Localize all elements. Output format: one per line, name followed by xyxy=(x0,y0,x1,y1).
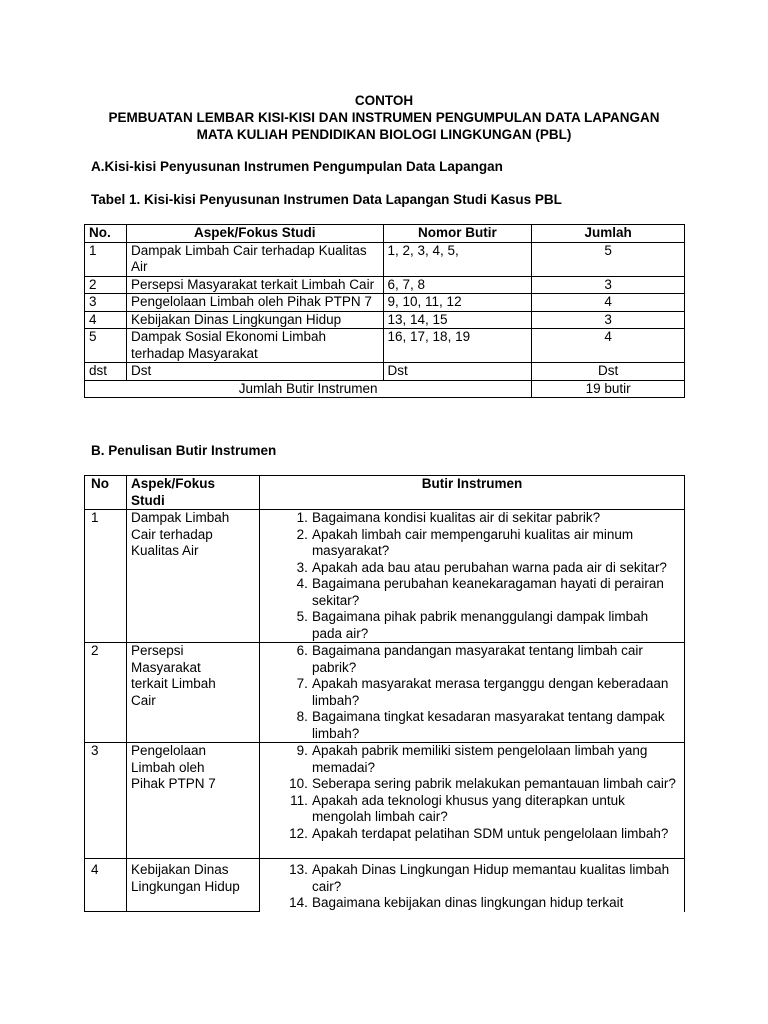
cell-jumlah: 3 xyxy=(532,311,685,329)
item-number: 5. xyxy=(296,609,308,624)
table-row xyxy=(85,743,685,859)
cell-nomor: 1, 2, 3, 4, 5, xyxy=(383,242,532,276)
cell-butir xyxy=(259,859,684,912)
item-number: 2. xyxy=(296,526,308,542)
cell-aspek: Persepsi Masyarakat terkait Limbah Cair xyxy=(126,276,383,294)
table1-caption: Tabel 1. Kisi-kisi Penyusunan Instrumen Data Lapangan Studi Kasus PBL xyxy=(91,192,562,207)
table-row xyxy=(85,329,685,363)
table-row xyxy=(85,859,685,912)
cell-aspek: Dampak Limbah Cair terhadap Kualitas Air xyxy=(126,242,383,276)
cell-aspek: Dampak Limbah Cair terhadap Kualitas Air xyxy=(126,510,259,643)
item-number: 9. xyxy=(296,743,308,758)
item-text: Apakah masyarakat merasa terganggu dengan keberadaan limbah? xyxy=(311,676,669,708)
item-number: 6. xyxy=(296,643,308,658)
list-item xyxy=(264,576,680,609)
table-row xyxy=(85,294,685,312)
col-header-no: No. xyxy=(85,225,127,243)
item-number: 14. xyxy=(289,895,308,910)
cell-aspek: Pengelolaan Limbah oleh Pihak PTPN 7 xyxy=(126,743,259,859)
item-number: 13. xyxy=(289,862,308,877)
list-item xyxy=(264,826,680,843)
total-label: Jumlah Butir Instrumen xyxy=(85,380,532,398)
cell-jumlah: 5 xyxy=(532,242,685,276)
list-item xyxy=(264,793,680,826)
section-b-title: B. Penulisan Butir Instrumen xyxy=(91,443,277,458)
cell-aspek: Dst xyxy=(126,363,383,381)
cell-no: dst xyxy=(85,363,127,381)
cell-no: 2 xyxy=(85,276,127,294)
cell-nomor: 16, 17, 18, 19 xyxy=(383,329,532,363)
table-row xyxy=(85,643,685,743)
item-number: 7. xyxy=(296,676,308,691)
cell-jumlah: Dst xyxy=(532,363,685,381)
col-header-jumlah: Jumlah xyxy=(532,225,685,243)
list-item xyxy=(264,643,680,676)
cell-butir xyxy=(259,510,684,643)
doc-title-main: PEMBUATAN LEMBAR KISI-KISI DAN INSTRUMEN PENGUMPULAN DATA LAPANGAN xyxy=(108,110,660,125)
item-text: Seberapa sering pabrik melakukan pemantauan limbah cair? xyxy=(311,776,676,791)
cell-jumlah: 4 xyxy=(532,294,685,312)
item-number: 1. xyxy=(296,510,308,525)
cell-aspek: Kebijakan Dinas Lingkungan Hidup xyxy=(126,311,383,329)
cell-butir xyxy=(259,643,684,743)
cell-no: 4 xyxy=(85,859,127,912)
question-list xyxy=(264,743,680,842)
cell-nomor: 13, 14, 15 xyxy=(383,311,532,329)
cell-aspek: Pengelolaan Limbah oleh Pihak PTPN 7 xyxy=(126,294,383,312)
item-text: Bagaimana perubahan keanekaragaman hayati di perairan sekitar? xyxy=(311,576,664,608)
question-list xyxy=(264,510,680,642)
item-text: Bagaimana pihak pabrik menanggulangi dampak limbah pada air? xyxy=(311,609,649,641)
table-total-row xyxy=(85,380,685,398)
question-list xyxy=(264,862,680,912)
cell-aspek: Dampak Sosial Ekonomi Limbah terhadap Masyarakat xyxy=(126,329,383,363)
cell-no: 5 xyxy=(85,329,127,363)
table-row xyxy=(85,311,685,329)
item-number: 12. xyxy=(289,825,308,841)
col-header-aspek: Aspek/Fokus Studi xyxy=(126,476,259,510)
item-text: Apakah ada bau atau perubahan warna pada air di sekitar? xyxy=(311,559,667,575)
cell-aspek: Kebijakan Dinas Lingkungan Hidup xyxy=(126,859,259,912)
item-text: Apakah terdapat pelatihan SDM untuk pengelolaan limbah? xyxy=(311,825,669,841)
list-item xyxy=(264,776,680,793)
item-text: Apakah pabrik memiliki sistem pengelolaan limbah yang memadai? xyxy=(311,743,648,775)
item-number: 4. xyxy=(296,576,308,591)
cell-nomor: 9, 10, 11, 12 xyxy=(383,294,532,312)
table-header-row xyxy=(85,225,685,243)
table-row xyxy=(85,276,685,294)
item-text: Apakah Dinas Lingkungan Hidup memantau kualitas limbah cair? xyxy=(311,862,670,894)
cell-jumlah: 3 xyxy=(532,276,685,294)
butir-instrumen-table xyxy=(84,475,685,912)
cell-no: 3 xyxy=(85,294,127,312)
cell-aspek: Persepsi Masyarakat terkait Limbah Cair xyxy=(126,643,259,743)
list-item xyxy=(264,676,680,709)
item-text: Bagaimana kebijakan dinas lingkungan hidup terkait xyxy=(311,895,624,910)
cell-nomor: 6, 7, 8 xyxy=(383,276,532,294)
table-header-row xyxy=(85,476,685,510)
table-row xyxy=(85,510,685,643)
col-header-aspek: Aspek/Fokus Studi xyxy=(126,225,383,243)
cell-jumlah: 4 xyxy=(532,329,685,363)
item-number: 11. xyxy=(290,792,308,808)
item-text: Apakah ada teknologi khusus yang diterapkan untuk mengolah limbah cair? xyxy=(311,792,625,824)
item-number: 10. xyxy=(289,776,308,791)
list-item xyxy=(264,560,680,577)
list-item xyxy=(264,527,680,560)
cell-no: 1 xyxy=(85,510,127,643)
cell-nomor: Dst xyxy=(383,363,532,381)
list-item xyxy=(264,743,680,776)
list-item xyxy=(264,862,680,895)
cell-no: 1 xyxy=(85,242,127,276)
list-item xyxy=(264,895,680,912)
doc-title-contoh: CONTOH xyxy=(354,93,414,108)
section-a-title: A.Kisi-kisi Penyusunan Instrumen Pengumpulan Data Lapangan xyxy=(91,159,503,174)
table-row xyxy=(85,242,685,276)
list-item xyxy=(264,510,680,527)
col-header-no: No xyxy=(85,476,127,510)
item-text: Bagaimana tingkat kesadaran masyarakat tentang dampak limbah? xyxy=(311,709,665,741)
col-header-nomor-butir: Nomor Butir xyxy=(383,225,532,243)
col-header-butir: Butir Instrumen xyxy=(259,476,684,510)
item-text: Bagaimana kondisi kualitas air di sekitar pabrik? xyxy=(311,510,601,525)
list-item xyxy=(264,609,680,642)
table-row xyxy=(85,363,685,381)
item-text: Apakah limbah cair mempengaruhi kualitas air minum masyarakat? xyxy=(311,526,634,558)
item-number: 3. xyxy=(296,559,308,575)
item-number: 8. xyxy=(296,709,308,724)
kisi-kisi-table xyxy=(84,224,685,398)
cell-butir xyxy=(259,743,684,859)
cell-no: 4 xyxy=(85,311,127,329)
question-list xyxy=(264,643,680,742)
cell-no: 2 xyxy=(85,643,127,743)
doc-title-course: MATA KULIAH PENDIDIKAN BIOLOGI LINGKUNGAN (PBL) xyxy=(196,127,572,142)
cell-no: 3 xyxy=(85,743,127,859)
list-item xyxy=(264,709,680,742)
total-value: 19 butir xyxy=(532,380,685,398)
item-text: Bagaimana pandangan masyarakat tentang limbah cair pabrik? xyxy=(311,643,643,675)
